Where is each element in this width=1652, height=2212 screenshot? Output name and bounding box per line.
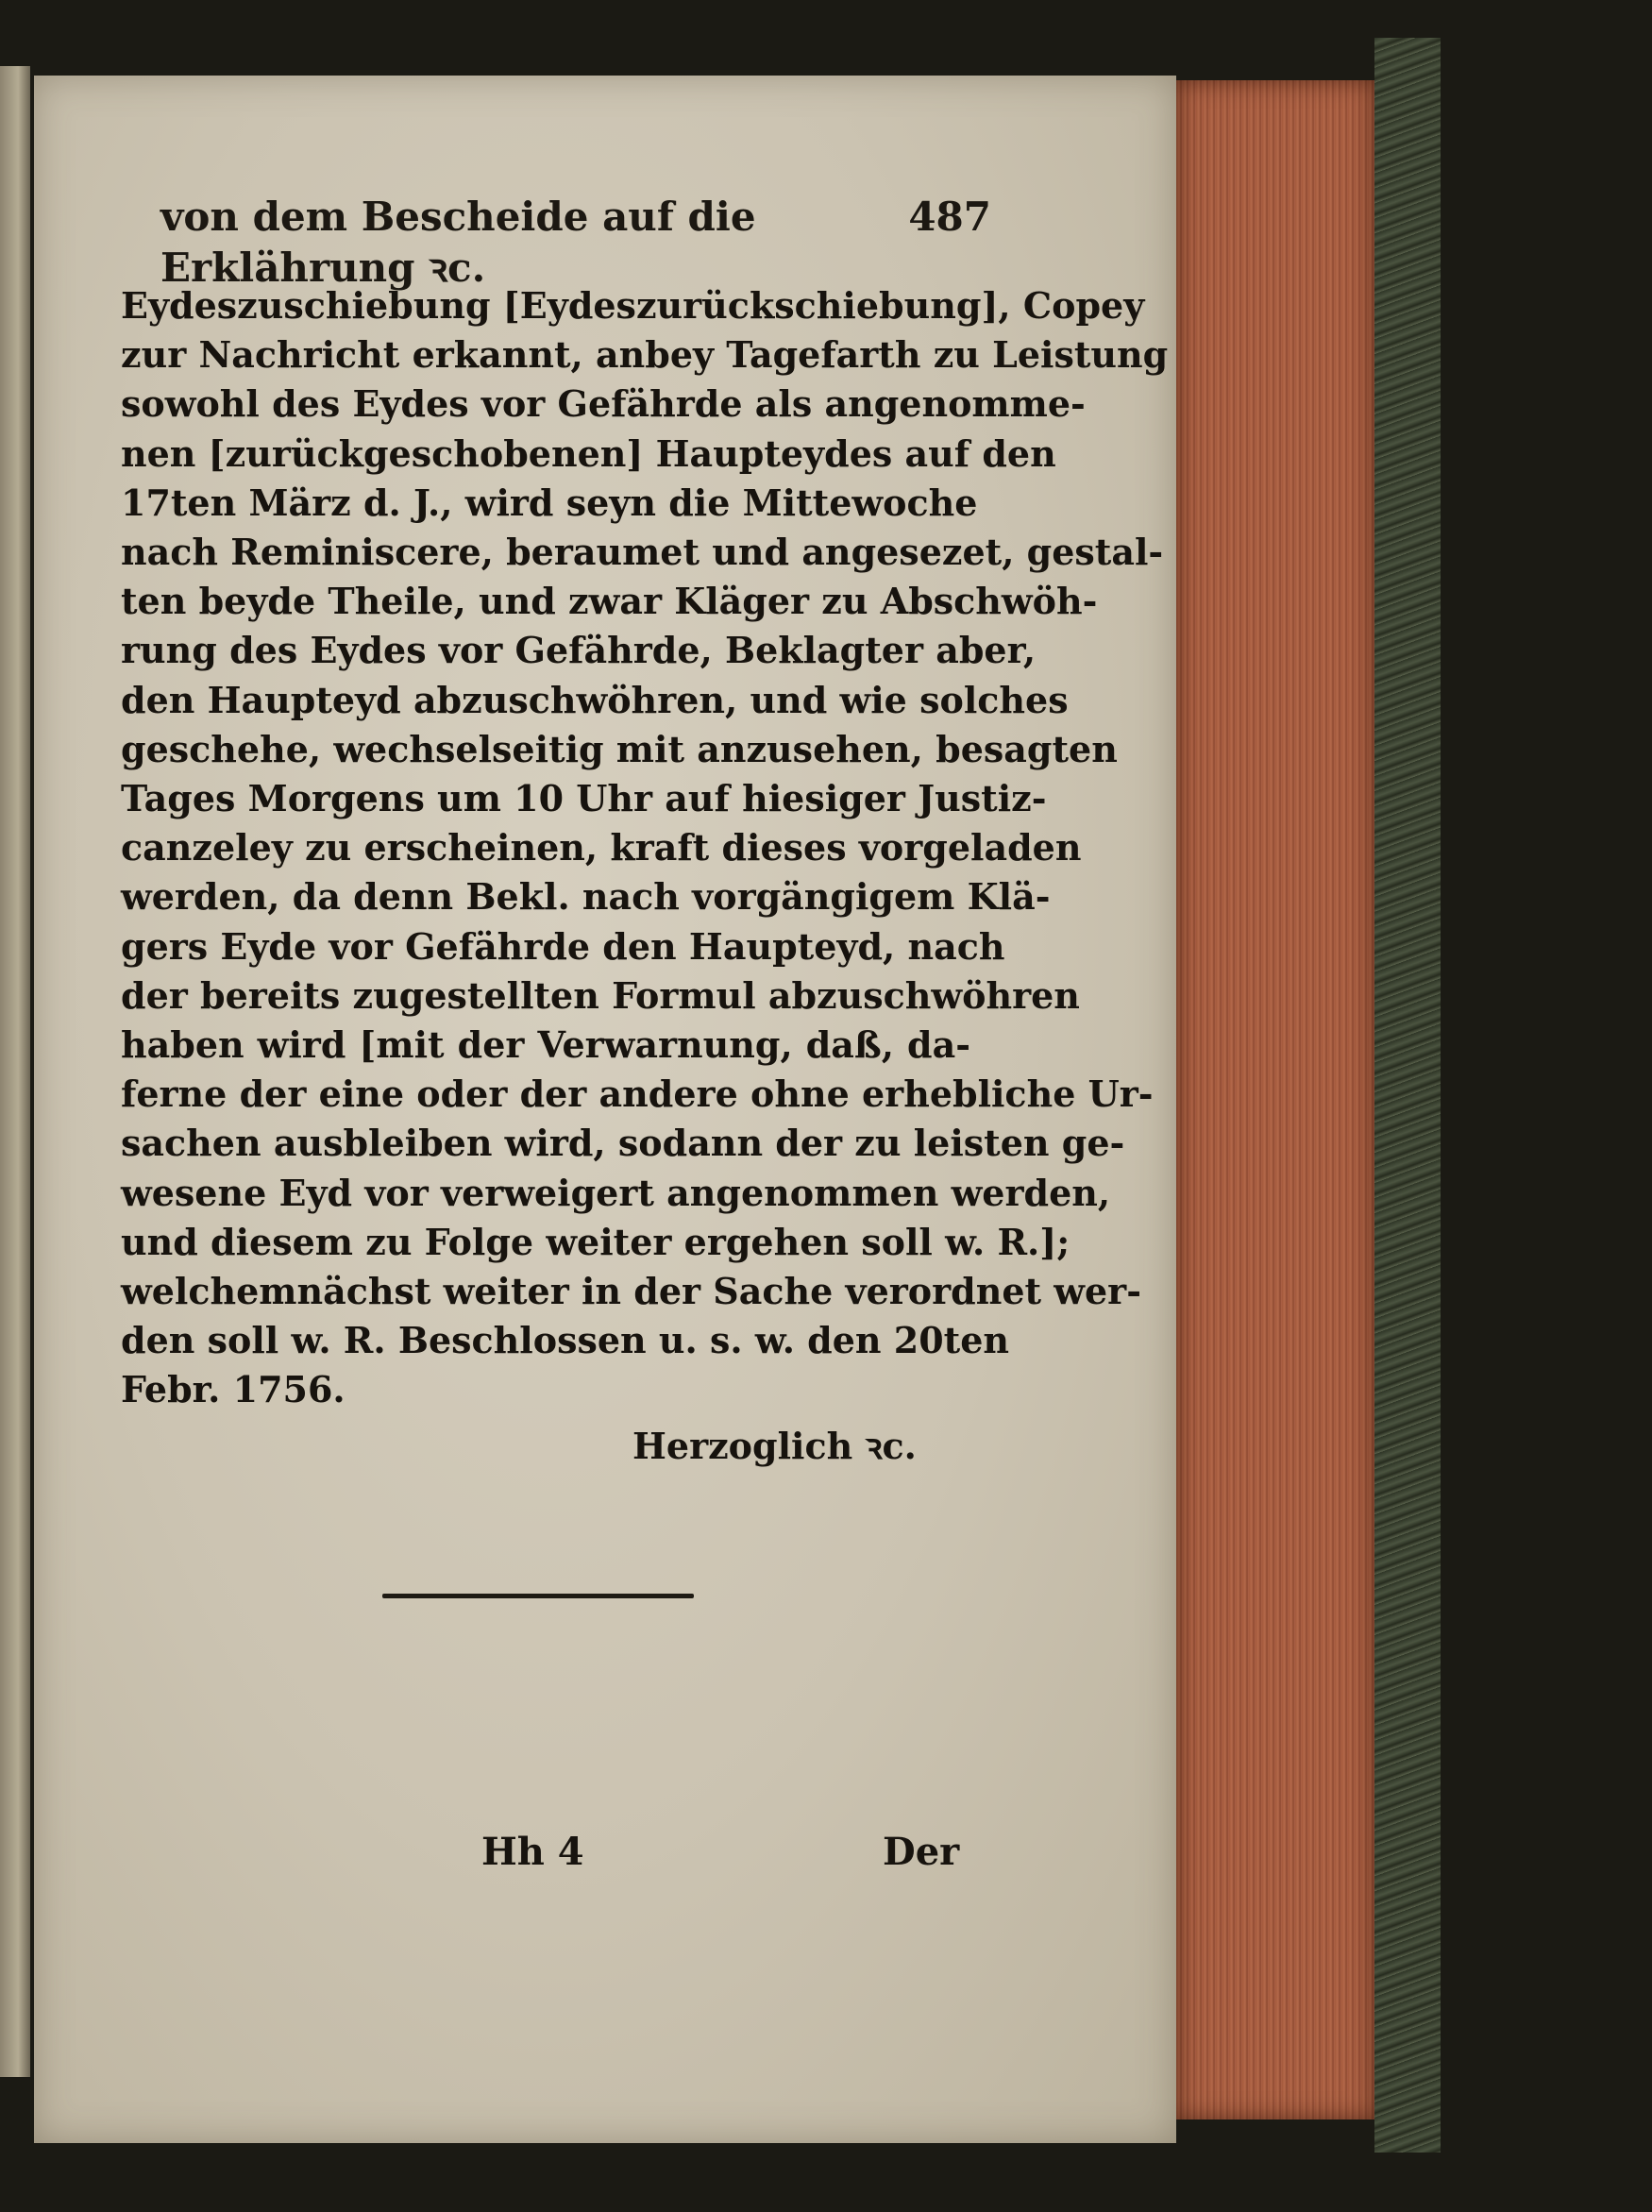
running-title: von dem Bescheide auf die Erklährung ꝛc.	[160, 194, 756, 291]
text-line: Eydeszuschiebung [Eydeszurückschiebung], Copey	[121, 284, 1145, 327]
text-line: werden, da denn Bekl. nach vorgängigem Klä-	[121, 875, 1051, 919]
facing-page-edge	[0, 66, 30, 2077]
text-line: rung des Eydes vor Gefährde, Beklagter aber,	[121, 629, 1037, 672]
text-line: welchemnächst weiter in der Sache verordnet wer-	[121, 1270, 1141, 1313]
page-number: 487	[908, 194, 991, 240]
text-line: sachen ausbleiben wird, sodann der zu leisten ge-	[121, 1122, 1125, 1165]
text-line: geschehe, wechselseitig mit anzusehen, besagten	[121, 727, 1118, 770]
section-rule	[382, 1594, 694, 1598]
catchword: Der	[883, 1830, 960, 1874]
text-line: ten beyde Theile, und zwar Kläger zu Abschwöh-	[121, 580, 1098, 623]
text-line: 17ten März d. J., wird seyn die Mittewoche	[121, 481, 978, 524]
text-line: und diesem zu Folge weiter ergehen soll w. R.];	[121, 1220, 1070, 1263]
running-head	[160, 194, 991, 294]
text-line: haben wird [mit der Verwarnung, daß, da-	[121, 1023, 970, 1067]
text-line: den Haupteyd abzuschwöhren, und wie solches	[121, 678, 1069, 721]
text-line: Febr. 1756.	[121, 1368, 346, 1411]
text-line: nen [zurückgeschobenen] Haupteydes auf den	[121, 431, 1056, 475]
text-line: ferne der eine oder der andere ohne erhebliche Ur-	[121, 1072, 1154, 1116]
text-line: gers Eyde vor Gefährde den Haupteyd, nach	[121, 924, 1005, 968]
text-line: canzeley zu erscheinen, kraft dieses vorgeladen	[121, 826, 1082, 870]
text-line: den soll w. R. Beschlossen u. s. w. den 20ten	[121, 1319, 1010, 1362]
text-line: nach Reminiscere, beraumet und angesezet, gestal-	[121, 531, 1164, 574]
closing-signature: Herzoglich ꝛc.	[632, 1425, 917, 1467]
page-block-edges	[1176, 80, 1374, 2119]
text-line: zur Nachricht erkannt, anbey Tagefarth zu Leistung	[121, 333, 1169, 377]
text-line: wesene Eyd vor verweigert angenommen werden,	[121, 1171, 1111, 1214]
signature-mark: Hh 4	[481, 1830, 584, 1874]
body-text	[121, 281, 1169, 1415]
marbled-cover	[1374, 38, 1441, 2153]
text-line: sowohl des Eydes vor Gefährde als angenomme-	[121, 382, 1086, 426]
text-line: der bereits zugestellten Formul abzuschwöhren	[121, 973, 1080, 1017]
text-line: Tages Morgens um 10 Uhr auf hiesiger Justiz-	[121, 777, 1047, 820]
